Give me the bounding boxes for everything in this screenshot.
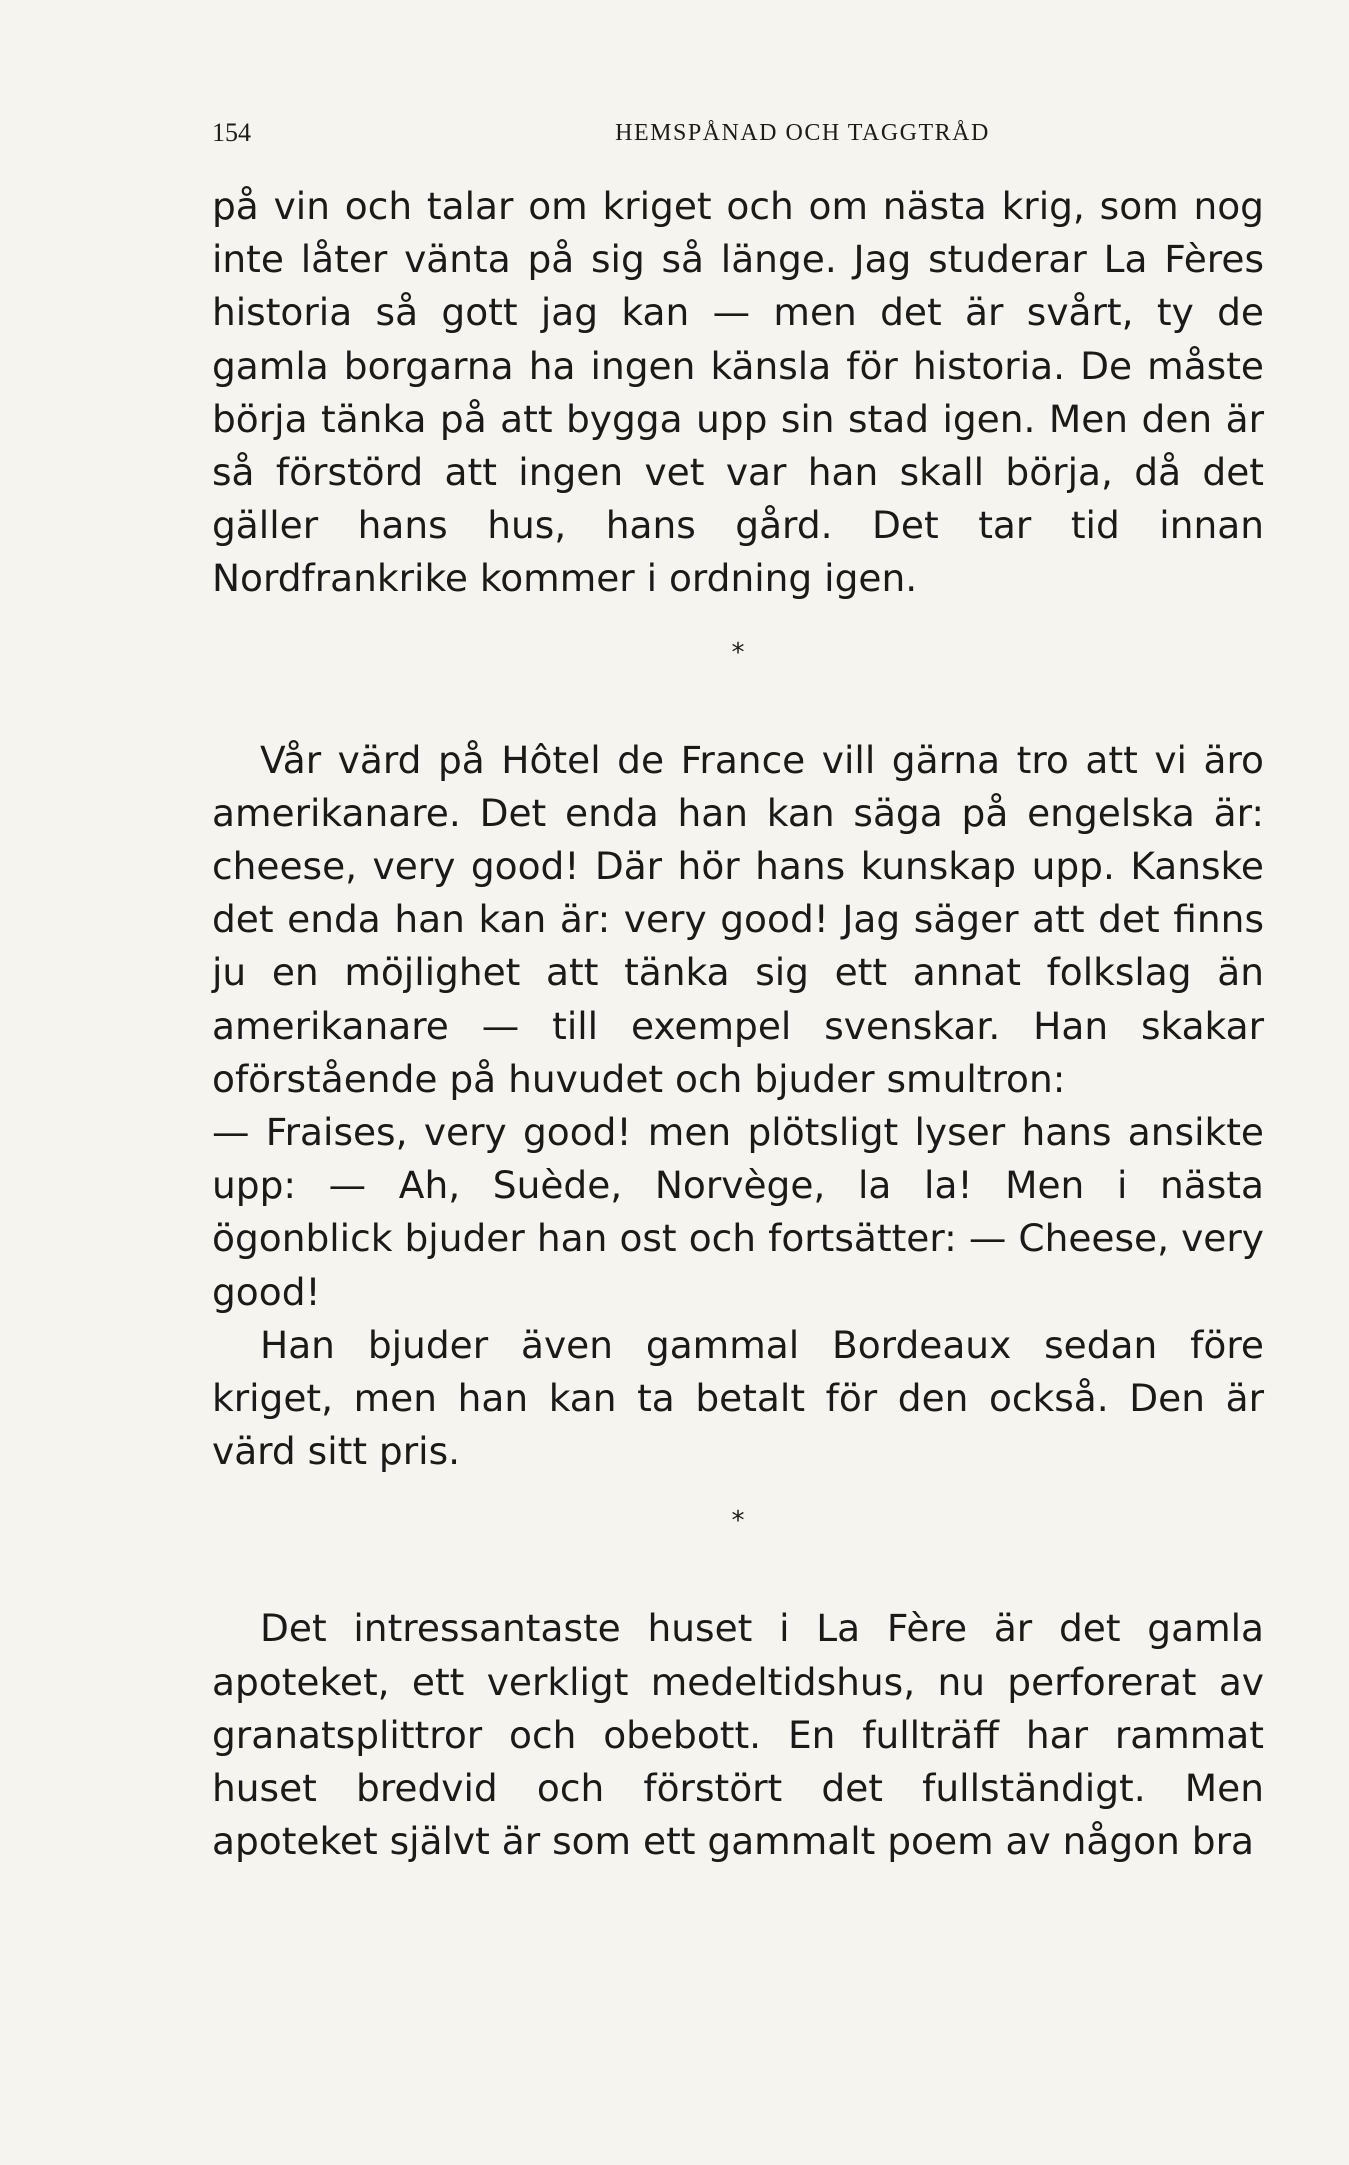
section-separator-2: * xyxy=(731,1506,745,1537)
paragraph-4: Han bjuder även gammal Bordeaux sedan före kriget, men han kan ta betalt för den också. Den är värd sitt pris. xyxy=(212,1322,1264,1474)
paragraph-1: på vin och talar om kriget och om nästa krig, som nog inte låter vänta på sig så länge. Jag studerar La Fères historia så gott jag kan — men det är svårt, ty de gamla borgarna ha ingen känsla för historia. De måste börja tänka på att bygga upp sin stad igen. Men den är så förstörd att ingen vet var han skall börja, då det gäller hans hus, hans gård. Det tar tid innan Nordfrankrike kommer i ordning igen. xyxy=(212,184,1264,601)
section-separator-1: * xyxy=(731,637,745,668)
page-header xyxy=(212,118,1263,158)
paragraph-3: — Fraises, very good! men plötsligt lyser hans ansikte upp: — Ah, Suède, Norvège, la la! Men i nästa ögonblick bjuder han ost och fortsätter: — Cheese, very good! xyxy=(212,1110,1264,1314)
page-number: 154 xyxy=(212,118,251,147)
paragraph-2: Vår värd på Hôtel de France vill gärna tro att vi äro amerikanare. Det enda han kan säga på engelska är: cheese, very good! Där hör hans kunskap upp. Kanske det enda han kan är: very good! Jag säger att det finns ju en möjlighet att tänka sig ett annat folkslag än amerikanare — till exempel svenskar. Han skakar oförstående på huvudet och bjuder smultron: xyxy=(212,737,1264,1101)
running-title: HEMSPÅNAD OCH TAGGTRÅD xyxy=(615,120,990,146)
paragraph-5: Det intressantaste huset i La Fère är det gamla apoteket, ett verkligt medeltidshus, nu perforerat av granatsplittror och obebott. En fullträff har rammat huset bredvid och förstört det fullständigt. Men apoteket självt är som ett gammalt poem av någon bra xyxy=(212,1606,1264,1864)
body-text xyxy=(212,180,1264,1868)
